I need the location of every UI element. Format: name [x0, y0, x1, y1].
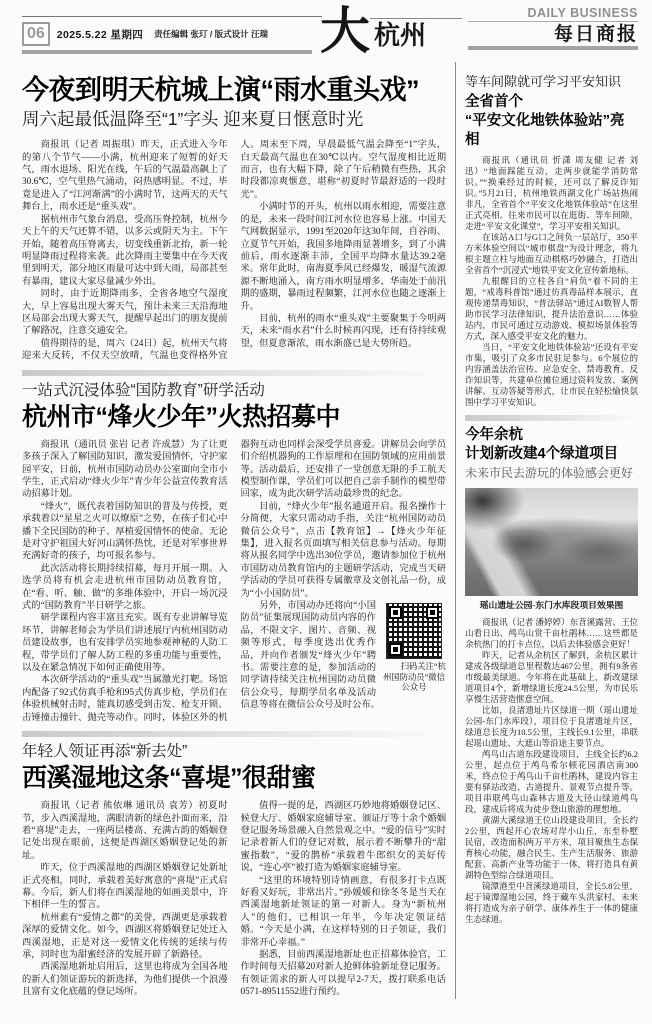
header-right	[468, 6, 638, 46]
section-divider	[22, 731, 446, 737]
metro-kicker: 等车间隙就可学习平安知识	[465, 74, 622, 89]
defense-body	[22, 439, 446, 724]
wedding-headline: 西溪湿地这条“喜堤”很甜蜜	[22, 764, 316, 793]
paragraph: 鸬鸟山古道东段建设项目，主线全长约6.2公里，起点位于鸬鸟希尔顿花园酒店南300米，终点位于鸬鸟山千亩杜鹃林，建设内容主要有驿站改造、古道提升、景观节点提升等。项目串联鸬鸟山森林古道及大径山绿道鸬鸟段，建成后将成为徒步登山旅游的理想地。	[465, 748, 638, 814]
paragraph: 值得期待的是，周六（24日）起，杭州天气将迎来大反转，不仅天空放晴，气温也变得格外宜人。周末至下周，早晨最低气温会降至“1”字头，白天最高气温也在30℃以内。空气湿度相比近期而言，也有大幅下降，除了午后稍微有些热，其余时段都凉爽惬意，堪称“初夏时节最舒适的一段时光”。	[22, 140, 446, 362]
page-number: 06	[22, 22, 50, 46]
english-title: DAILY BUSINESS	[468, 6, 638, 22]
section-divider	[22, 370, 446, 376]
paragraph: 商报讯（记者 周振琪）昨天，正式进入今年的第八个节气——小满，杭州迎来了短暂的好天气，雨水退场、阳光在线，午后的气温最高飙上了30.6℃，空气里热气涌动，闷热感明显。不过，毕竟是进入了“江河渐满”的小满时节，这两天的天气舞台上，雨水还是“重头戏”。	[22, 140, 228, 213]
paragraph	[241, 600, 447, 712]
paragraph: 商报讯（记者 熊依琳 通讯员 袁芳）初夏时节，步入西溪湿地，满眼清新的绿色扑面而来，沿着“喜堤”走去，一座两层楼高、充满古韵的婚姻登记处出现在眼前，这便是西湖区婚姻登记处的新址。	[22, 801, 228, 861]
masthead-calligraphy: 大	[320, 1, 370, 60]
paragraph: 同时，由于近期降雨多，全省各地空气湿度大，早上容易出现大雾天气，预计未来三天沿海地区局部会出现大雾天气，提醒早起出门的朋友提前了解路况，注意交通安全。	[22, 289, 228, 337]
page-header	[22, 1, 638, 60]
date-line: 2025.5.22 星期四	[56, 28, 144, 41]
article-metro	[465, 74, 638, 408]
paragraph: 九根醒目的立柱各自“肩负”着不同的主题，“戒毒科普馆”通过仿真毒品样本展示，直观传递禁毒知识，“普法驿站”通过AI数智人帮助市民学习法律知识，提升法治意识……体验站内，市民可通过互动游戏、模拟场景体验等方式，深入感受平安文化的魅力。	[465, 276, 638, 342]
paragraph: 目前，“烽火少年”报名通道开启。报名操作十分简便，大家只需动动手指，关注“杭州国防动员微信公众号”，点击【教育馆】→【烽火少年征集】，进入报名页面填写相关信息参与活动。每期将从报名同学中选出30位学员，邀请参加位于杭州市国防动员教育馆内的主题研学活动，完成当天研学活动的学员可获得专属徽章及文创礼品一份，成为“小小国防员”。	[240, 501, 446, 599]
metro-headline-line1: 全省首个	[465, 93, 523, 110]
paragraph: 商报讯（通讯员 忻潇 周友健 记者 刘迅）“地面踩能互动，走两步就能学消防常识。”“换乘经过的时候，还可以了解反诈知识。”5月21日，杭州地铁西湖文化广场站热闹非凡，全省首个“平安文化地铁体验站”在这里正式亮相。往来市民可以在逛街、等车间隙，走进“平安文化课堂”，学习平安相关知识。	[465, 155, 638, 232]
paragraph: 比如，良渚遗址片区绿道一期（瑶山遗址公园-东门水库段），项目位于良渚遗址片区，绿道总长度为10.5公里，主线长9.1公里，串联起瑶山遗址、大遮山等沿途主要节点。	[465, 704, 638, 748]
paragraph: 在该站A口与G口之间负一层站厅，350平方米体验空间以“城市棋盘”为设计理念，将九根主题立柱与地面互动棋格巧妙融合，打造出全省首个“沉浸式”地铁平安文化宣传新地标。	[465, 232, 638, 276]
metro-body	[465, 155, 638, 408]
photo-caption: 瑶山遗址公园-东门水库段项目效果图	[479, 599, 624, 610]
qr-code-box	[382, 603, 446, 694]
article-weather	[22, 74, 446, 363]
wedding-kicker: 年轻人领证再添“新去处”	[22, 743, 188, 761]
section-divider	[465, 415, 638, 421]
paragraph: “这里的环境特别诗情画意，有很多打卡点既好看又好玩，非常出片。”孙媛媛和徐冬冬是当天在西溪湿地新址领证的第一对新人。身为“新杭州人”的他们，已相识一年半，今年决定领证结婚。“今天是小满，在这样特别的日子领证，我们非常开心幸福。”	[240, 875, 446, 948]
paragraph: 此次活动将长期持续招募，每月开展一期。入选学员将有机会走进杭州市国防动员教育馆，在“看、听、触、做”的多维体验中，开启一场沉浸式的“国防教育”半日研学之旅。	[22, 563, 228, 611]
paragraph-text: 另外，市国动办还将向“小国防员”征集展现国防动员内容的作品，不限文字、图片、音频、视频等形式，每季度选出优秀作品，并向作者颁发“烽火少年”聘书。需要注意的是，参加活动的同学请持续关注杭州国防动员微信公众号，每期学员名单及活动信息等将在微信公众号及时公布。	[240, 601, 380, 711]
paragraph: 昨天，记者从余杭区了解到，余杭区累计建成各级绿道总里程数达467公里，拥有9条省市级最美绿道。今年将在此基础上，新改建绿道项目4个，新增绿道长度24.5公里，为市民乐享慢生活营造惬意空间。	[465, 649, 638, 704]
paragraph: 目前，杭州的雨水“重头戏”主要聚集于今明两天，未来“雨水君”什么时候再闪现，还有待持续观望，但夏意渐浓，雨水渐盛已是大势所趋。	[240, 313, 446, 349]
sidebar-column	[455, 62, 638, 999]
greenway-headline-line2: 计划新改建4个绿道项目	[465, 446, 619, 463]
editor-credit: 责任编辑 张玎 / 版式设计 汪瑞	[154, 29, 268, 39]
main-column	[22, 62, 446, 999]
qr-code	[386, 603, 442, 659]
paragraph: 据杭州市气象台消息，受高压脊控制，杭州今天上午的天气还算不错，以多云或阴天为主。下午开始，随着高压脊离去，切变线重新北抬，新一轮明显降雨过程将来袭。此次降雨主要集中在今天夜里到明天，部分地区雨量可达中到大雨，局部甚至有暴雨，建议大家尽量减少外出。	[22, 214, 228, 287]
paragraph: 据悉，目前西溪湿地新址也正招募体验官，工作时间每天招募20对新人抢鲜体验新址登记服务。有领证需求的新人可以提早2-7天，拨打联系电话0571-89511552进行预约。	[240, 950, 446, 998]
masthead-city: 杭州	[370, 18, 462, 48]
paragraph: 商报讯（记者 潘婷婷）东苕溪露营、王位山看日出、鸬鸟山赏千亩杜鹃林……这些都是余杭热门的打卡点位，以后去体验感会更好！	[465, 616, 638, 649]
paragraph: 西溪湿地新址启用后，这里也将成为全国各地的新人们领证游玩的新选择，为他们提供一个浪漫且富有文化底蕴的登记场所。	[22, 962, 228, 998]
greenway-headline-line1: 今年余杭	[465, 427, 523, 444]
weather-headline: 今夜到明天杭城上演“雨水重头戏”	[22, 75, 419, 105]
article-wedding	[22, 742, 446, 999]
paragraph: 本次研学活动的“重头戏”当属激光打靶。场馆内配备了92式仿真手枪和95式仿真步枪，学员们在体验机械射击时，能真切感受到击发、枪支开锁、击锤撞击撞针、抛壳等动作。同时，体验区外的机器狗互动也同样会深受学员喜爱。讲解员会向学员们介绍机器狗的工作原理和在国防领域的应用前景等。活动最后，还安排了一堂创意无限的手工航天模型制作课，学员们可以把自己亲手制作的模型带回家，成为此次研学活动最珍贵的纪念。	[22, 439, 446, 723]
paragraph: 镜潭港至中苕溪绿道项目，全长5.8公里，起于镜潭湿地公园，终于藏车头洪家村。未来将打造成为亲子研学、康体养生于一体的健康生态绿道。	[465, 880, 638, 924]
weather-subhead: 周六起最低温降至“1”字头 迎来夏日惬意时光	[22, 109, 364, 130]
paragraph: 研学课程内容丰富且充实。既有专业讲解导览环节，讲解老师会为学员们讲述展厅内杭州国防动员建设故事，也有安排学员实地参观神秘的人防工程，带学员们了解人防工程的多重功能与重要性，以及在紧急情况下如何正确使用等。	[22, 613, 228, 674]
article-defense	[22, 381, 446, 724]
paragraph: 黄湖大溪绿道王位山段建设项目，全长约2公里，西起开心农场对岸小山丘，东至朴墅民宿，改造面积两万平方米，项目聚焦生态保育核心功能，融合民生、生产生活服务、旅游配套、高新产业等功能于一体，将打造具有黄湖特色型综合绿道项目。	[465, 814, 638, 880]
metro-headline-line2: “平安文化地铁体验站”亮相	[465, 112, 625, 148]
greenway-subhead: 未来市民去游玩的体验感会更好	[465, 466, 634, 481]
paragraph: 当日，“平安文化地铁体验站”还设有平安市集，吸引了众多市民驻足参与。6个展位的内容涵盖法治宣传、应急安全、禁毒教育、反诈知识等，共建单位摊位通过资料发放、案例讲解、互动答疑等形式，让市民在轻松愉快氛围中学习平安知识。	[465, 342, 638, 408]
defense-headline: 杭州市“烽火少年”火热招募中	[22, 402, 341, 431]
paragraph: 小满时节的开头，杭州以雨水相迎，需要注意的是，未来一段时间江河水位也容易上涨。中国天气网数据显示，1991至2020年这30年间，自谷雨、立夏节气开始，我国多地降雨显著增多，到了小满前后，雨水逐渐丰沛，全国平均降水量达39.2毫米。常年此时，南海夏季风已经爆发，暖湿气流源源不断地涌入，南方雨水明显增多，华南处于前汛期的盛期，暴雨过程频繁，江河水位也随之逐渐上升。	[240, 202, 446, 312]
paragraph: 杭州素有“爱情之都”的美誉，西湖更是承载着深厚的爱情文化。如今，西湖区将婚姻登记处迁入西溪湿地，正是对这一爱情文化传统的延续与传承，同时也为甜蜜经济的发展开辟了新路径。	[22, 912, 228, 961]
greenway-body	[465, 617, 638, 925]
paragraph: 昨天，位于西溪湿地的西湖区婚姻登记处新址正式亮相，同时，承载着美好寓意的“喜堤”正式启幕。今后，新人们将在西溪湿地的如画美景中，许下相伴一生的誓言。	[22, 863, 228, 911]
weather-body	[22, 139, 446, 362]
paper-name: 每日商报	[553, 23, 638, 45]
page-content	[22, 62, 638, 999]
paragraph: 值得一提的是，西湖区巧妙地将婚姻登记区、候登大厅、婚姻家庭辅导室、颁证厅等十余个婚姻登记服务场景融入自然景观之中。“爱的信号”实时记录着新人们的登记对数，展示着不断攀升的“甜蜜指数”，“爱的鹊桥”承载着牛郎织女的美好传说，“连心亭”被打造为婚姻家庭辅导室。	[240, 801, 446, 874]
masthead	[320, 1, 462, 60]
paragraph: 商报讯（通讯员 张岩 记者 许成慧）为了让更多孩子深入了解国防知识，激发爱国情怀，守护家园平安，日前，杭州市国防动员办公室面向全市小学生，正式启动“烽火少年”青少年公益宣传教育活动招募计划。	[22, 439, 228, 500]
qr-caption: 扫码关注“杭州国防动员”微信公众号	[383, 662, 446, 692]
wedding-body	[22, 800, 446, 999]
header-left	[22, 16, 322, 46]
greenway-rendering-photo	[465, 488, 638, 596]
article-greenway	[465, 426, 638, 924]
paragraph: “烽火”，既代表着国防知识的普及与传授，更承载着以“星星之火可以燎原”之势，在孩子们心中播下全民国防的种子、厚植爱国情怀的使命。无论是对守护祖国大好河山满怀热忱，还是对军事世界充满好奇的孩子，均可报名参与。	[22, 501, 228, 562]
defense-kicker: 一站式沉浸体验“国防教育”研学活动	[22, 381, 265, 399]
